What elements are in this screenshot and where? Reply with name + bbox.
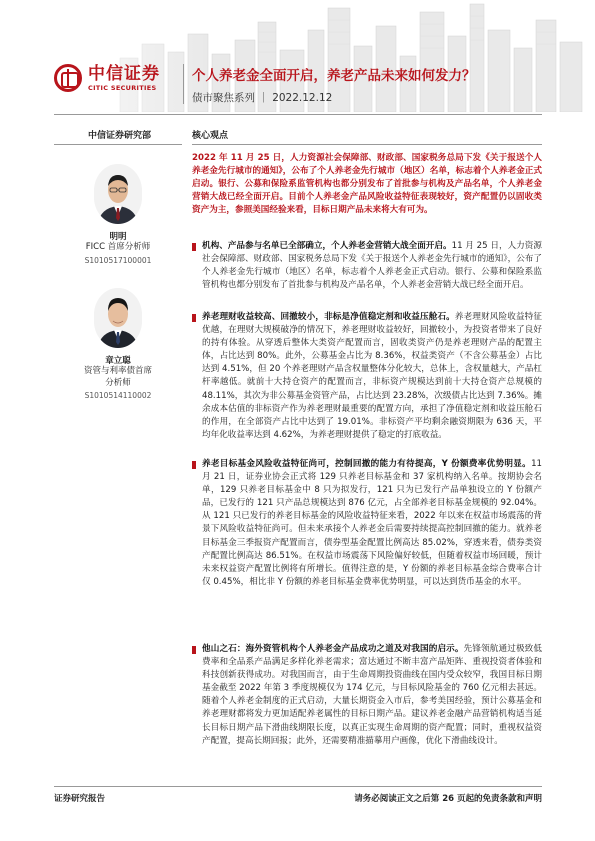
analyst-name-2: 章立聪 [105, 356, 131, 366]
brand-name-en: CITIC SECURITIES [88, 83, 157, 92]
core-views-heading: 核心观点 [192, 131, 229, 141]
section-target-funds [192, 458, 542, 589]
footer-report-type: 证券研究报告 [54, 794, 106, 804]
section-participants [192, 240, 542, 292]
analyst-name-1: 明明 [109, 232, 127, 242]
analyst-title-1: FICC 首席分析师 [85, 242, 151, 252]
citic-logo-icon [54, 64, 82, 92]
report-subtitle [192, 90, 332, 105]
report-date: 2022.12.12 [272, 92, 333, 104]
subtitle-separator: ｜ [258, 92, 269, 104]
analyst-photo-2 [94, 288, 142, 348]
section-body: 11 月 25 日，人力资源社会保障部、财政部、国家税务总局下发《关于报送个人养老金先行城市的通知》，公布了个人养老金先行城市（地区）名单，标志着个人养老金正式启动。银行、公募和保险系监管机构也都分别发布了首批参与机构及产品名单，个人养老金营销大战已经全面开启。 [202, 241, 542, 291]
analyst-card-1 [54, 164, 182, 265]
analyst-portrait-icon [94, 288, 142, 348]
analyst-title-2-line2: 分析师 [105, 377, 131, 388]
top-rule [54, 114, 542, 115]
right-column-rule [192, 144, 542, 145]
section-overseas-lessons [192, 643, 542, 748]
analyst-card-2 [54, 288, 182, 400]
section-body: 11 月 21 日，证券业协会正式将 129 只养老目标基金和 37 家机构纳入名单。按期协会名单，129 只养老目标基金中 8 只为拟发行，121 只为已发行产品单独设立的 Y 份额产品，已发行的 121 只产品总规模达到 876 亿元，占全部养老目标基金规模的 92.04%。从 121 只已发行的养老目标基金的风险收益特征来看，2022 年以来在权益市场震荡的背景下风险收益特征尚可。但未来承接个人养老金后需要持续提高控制回撤的能力。就养老目标基金三季报资产配置而言，债券型基金配置比例高达 85.02%，穿透来看，债券类资产配置比例高达 86.51%。在权益市场震荡下风险偏好较低，但随着权益市场回暖，预计未来权益资产配置比例将有所增长。值得注意的是，Y 份额的养老目标基金综合费率合计仅 0.45%，相比非 Y 份额的养老目标基金费率优势明显，可以达到货币基金的水平。 [202, 459, 542, 587]
left-column-rule [54, 144, 182, 145]
analyst-portrait-icon [94, 164, 142, 224]
section-lead: 机构、产品参与名单已全部确立，个人养老金营销大战全面开启。 [202, 241, 452, 251]
header-divider [183, 64, 184, 104]
brand-name-cn: 中信证券 [88, 63, 160, 84]
analyst-id-2: S1010514110002 [84, 391, 152, 400]
section-lead: 他山之石：海外资管机构个人养老金产品成功之道及对我国的启示。 [202, 644, 464, 654]
brand-text [88, 65, 160, 92]
footer-disclaimer: 请务必阅读正文之后第 26 页起的免责条款和声明 [354, 794, 542, 804]
analyst-photo-1 [94, 164, 142, 224]
analyst-title-2-line1: 资管与利率债首席 [83, 366, 152, 376]
section-lead: 养老目标基金风险收益特征尚可，控制回撤的能力有待提高，Y 份额费率优势明显。 [202, 459, 532, 469]
report-series: 债市聚焦系列 [192, 92, 255, 104]
bottom-rule [54, 786, 542, 787]
analyst-id-1: S1010517100001 [84, 255, 152, 265]
research-dept-heading: 中信证券研究部 [88, 131, 152, 141]
report-title: 个人养老金全面开启，养老产品未来如何发力？ [192, 68, 476, 84]
section-body: 养老理财风险收益特征优越，在理财大规模破净的情况下，养老理财收益较好，回撤较小，为投资者带来了良好的持有体验。从穿透后整体大类资产配置而言，固收类资产仍是养老理财产品的配置主体，占比达到 80%。此外，公募基金占比为 8.36%，权益类资产（不含公募基金）占比达到 4.51%，但 20 个养老理财产品含权量整体分化较大，总体上，含权量越大，产品杠杆率越低。就前十大持仓资产的配置而言，非标资产规模达到前十大持仓资产总规模的 48.11%，其次为非公募基金资管产品，占比达到 23.28%，次级债占比达到 7.36%。摊余成本估值的非标资产作为养老理财最重要的配置方向，承担了净值稳定剂和收益压舱石的作用，在全部资产占比中达到了 19.01%。非标资产平均剩余融资期限为 636 天，平均年化收益率达到 4.62%，为养老理财提供了稳定的打底收益。 [202, 312, 542, 440]
brand-logo [54, 64, 160, 92]
section-body: 先锋领航通过极致低费率和全品系产品满足多样化养老需求；富达通过不断丰富产品矩阵、重视投资者体验和科技创新获得成功。对我国而言，由于生命周期投资曲线在国内受众较窄，我国目标日期基金截至 2022 年第 3 季度规模仅为 174 亿元，与目标风险基金的 760 亿元相去甚远。随着个人养老金制度的正式启动，大量长期资金入市后，参考美国经验，预计公募基金和养老理财都将发力更加适配养老属性的目标日期产品。建议养老金融产品营销机构适当延长目标日期产品下滑曲线期限长度，以真正实现生命周期的资产配置；同时，重视权益资产配置，提高长期回报；此外，还需要精准描摹用户画像，优化下滑曲线设计。 [202, 644, 542, 746]
summary-paragraph: 2022 年 11 月 25 日，人力资源社会保障部、财政部、国家税务总局下发《关于报送个人养老金先行城市的通知》，公布了个人养老金先行城市（地区）名单，标志着个人养老金正式启动。银行、公募和保险系监管机构也都分别发布了首批参与机构及产品名单，个人养老金营销大战已经全面开启。目前个人养老金产品风险收益特征表现较好，资产配置仍以固收类资产为主，参照美国经验来看，目标日期产品未来将大有可为。 [192, 153, 542, 215]
section-lead: 养老理财收益较高、回撤较小，非标是净值稳定剂和收益压舱石。 [202, 312, 455, 322]
section-pension-wealth [192, 311, 542, 442]
